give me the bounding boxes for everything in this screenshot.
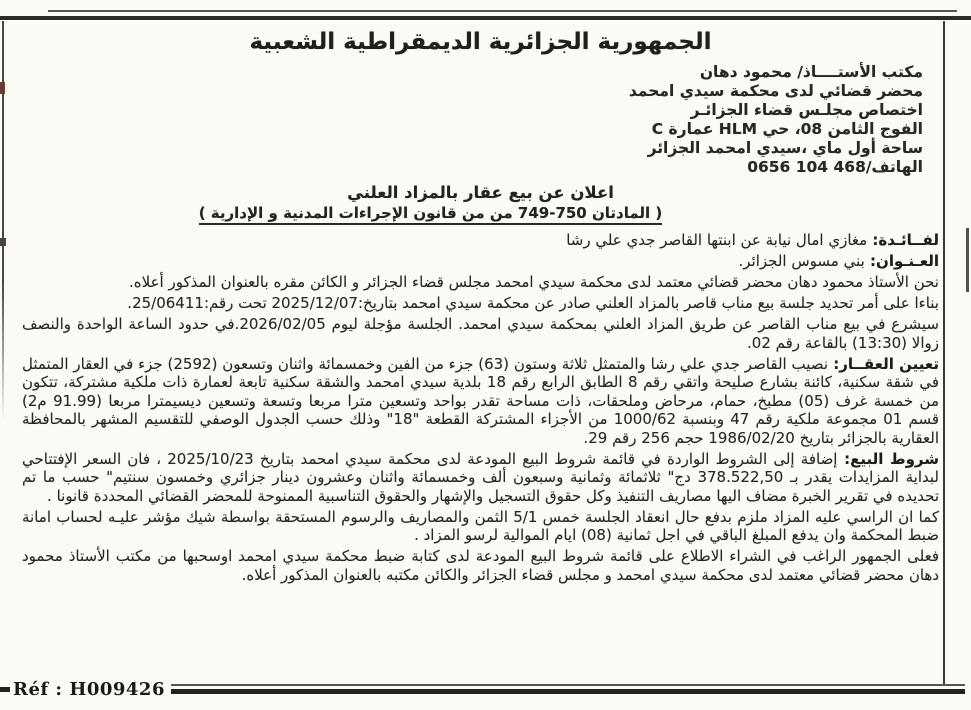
reference-footer [0, 677, 965, 701]
office-line-bailiff-name: مكتب الأستــــاذ/ محمود دهان [699, 63, 923, 81]
scan-edge-artifact [966, 228, 969, 292]
office-line-phone: الهاتف/468 104 0656 [747, 158, 923, 176]
top-thick-rule [0, 16, 971, 20]
paragraph-auction-session [22, 315, 939, 352]
paragraph-text: بني مسوس الجزائر. [738, 252, 865, 270]
paragraph-sale-conditions [22, 450, 939, 506]
paragraph-label: العـنـوان: [864, 252, 939, 270]
paragraph-text: سيشرع في بيع مناب القاصر عن طريق المزاد العلني بمحكمة سيدي امحمد. الجلسة مؤجلة ليوم 2026/02/05.في حدود الساعة الواحدة والنصف زوالا (13:30) بالقاعة رقم 02. [22, 315, 940, 352]
paragraph-public-invitation [22, 547, 939, 584]
legal-basis-line [22, 203, 939, 225]
paragraph-order-reference [22, 294, 939, 313]
paragraph-label: شروط البيع: [837, 449, 940, 468]
office-line-address-2: ساحة أول ماي ،سيدي امحمد الجزائر [647, 139, 923, 157]
office-line-jurisdiction: اختصاص مجلـس قضاء الجزائـر [690, 101, 923, 119]
legal-basis-text: ( المادتان 750-749 من من قانون الإجراءات المدنية و الإدارية ) [199, 204, 663, 225]
document-content [22, 22, 939, 587]
country-header: الجمهورية الجزائرية الديمقراطية الشعبية [249, 29, 712, 55]
paragraph-text: كما ان الراسي عليه المزاد ملزم بدفع حال انعقاد الجلسة خمس 5/1 الثمن والمصاريف والرسوم المستحقة بواسطة شيك مؤشر عليـه لحساب امانة ضبط المحكمة وان يدفع المبلغ الباقي في اجل ثمانية (08) ايام الموالية لرسو المزاد . [22, 507, 939, 544]
scan-speck [0, 82, 5, 94]
scan-speck [0, 238, 6, 246]
bailiff-office-block [22, 63, 923, 177]
paragraph-bailiff-intro [22, 273, 939, 292]
paragraph-label: تعيين العقــار: [828, 354, 939, 373]
paragraph-label: لفــائـدة: [867, 231, 939, 249]
office-line-address-1: الفوج الثامن 08، حي HLM عمارة C [651, 120, 923, 138]
footer-rule-left-segment [0, 687, 10, 692]
paragraph-text: فعلى الجمهور الراغب في الشراء الاطلاع على قائمة شروط البيع المودعة لدى كتابة ضبط محكمة سيدي امحمد اوسحبها من مكتب الأستاذ محمود دهان محضر قضائي معتمد لدى محكمة سيدي امحمد و مجلس قضاء الجزائر والكائن مكتبه بالعنوان المذكور أعلاه. [22, 547, 939, 584]
paragraph-address [22, 252, 939, 271]
reference-number: Réf : H009426 [13, 678, 165, 700]
paragraph-text: مغازي امال نيابة عن ابنتها القاصر جدي علي رشا [566, 231, 868, 249]
notice-body [22, 231, 939, 584]
notice-title: اعلان عن بيع عقار بالمزاد العلني [347, 183, 614, 202]
paragraph-text: نحن الأستاذ محمود دهان محضر قضائي معتمد لدى محكمة سيدي امحمد مجلس قضاء الجزائر و الكائن مقره بالعنوان المذكور أعلاه. [129, 273, 939, 291]
paragraph-property-designation [22, 355, 939, 448]
footer-double-rule [171, 684, 965, 694]
paragraph-payment-terms [22, 508, 939, 545]
page-right-border [943, 21, 945, 686]
paragraph-text: إضافة إلى الشروط الواردة في قائمة شروط البيع المودعة لدى محكمة سيدي امحمد بتاريخ 2025/10/23 ، فان السعر الإفتتاحي لبداية المزايدات يقدر بـ 378.522,50 دج" ثلاثمائة وثمانية وسبعون ألف وخمسمائة واثنان وعشرون دينار جزائري وخمسون سنتيم" حسب ما تم تحديده في تقرير الخبرة مضاف اليها مصاريف التنفيذ وكل حقوق التسجيل والإشهار والحقوق التناسبية الممنوحة للمحضر القضائي المحددة قانونا . [22, 449, 939, 505]
office-line-function: محضر قضائي لدى محكمة سيدي امحمد [628, 82, 923, 100]
paragraph-beneficiary [22, 231, 939, 250]
page-left-border [2, 21, 4, 421]
paragraph-text: نصيب القاصر جدي علي رشا والمتمثل ثلاثة وستون (63) جزء من الفين وخمسمائة واثنان وتسعون (2592) جزء في العقار المتمثل في شقة سكنية، كائنة بشارع صليحة واتقي رقم 8 الطابق الرابع رقم 18 بلدية سيدي امحمد والشقة سكنية تابعة لعمارة ذات ملكية مشتركة، تتكون من خمسة غرف (05) مطبخ، حمام، مرحاض وملحقات، ذات مساحة تقدر بواحد وتسعين مترا مربعا وتسعة وتسعين ديسيمترا مربعا (91.99 م2) قسم 01 مجموعة ملكية رقم 47 وبنسبة 1000/62 من الأجزاء المشتركة القطعة "18" وذلك حسب الجدول الوصفي للتقسيم المشهر بالمحافظة العقارية بالجزائر بتاريخ 1986/02/20 حجم 256 رقم 29. [22, 354, 940, 447]
top-thin-rule [48, 10, 957, 12]
paragraph-text: بناءا على أمر تحديد جلسة بيع مناب قاصر بالمزاد العلني صادر عن محكمة سيدي امحمد بتاريخ:2025/12/07 تحت رقم:25/06411. [127, 294, 939, 312]
